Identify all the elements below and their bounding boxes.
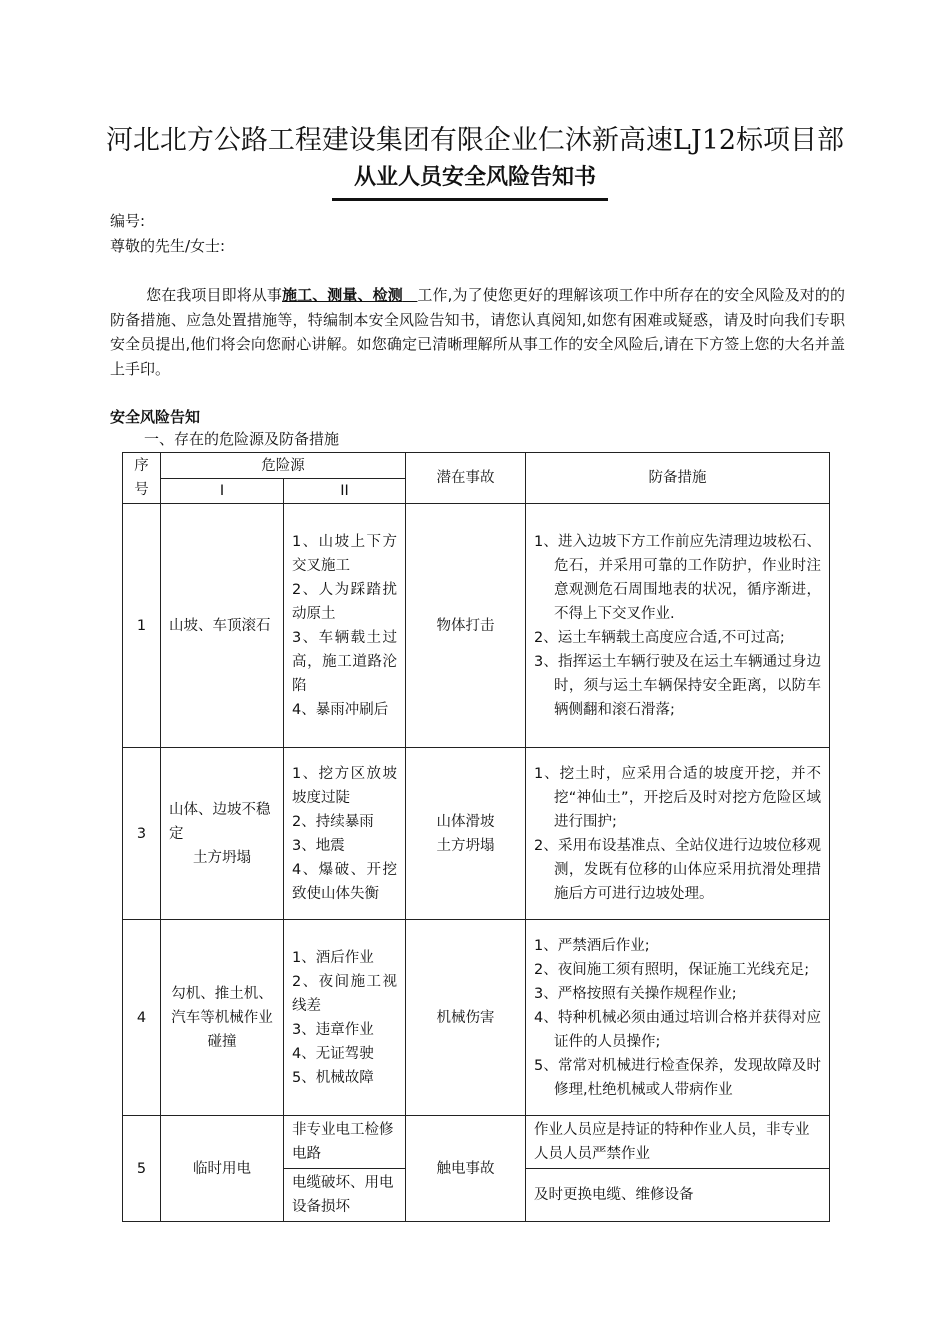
accident-line: 土方坍塌: [436, 837, 495, 854]
accident-type: 触电事故: [406, 1116, 526, 1222]
measure-item: 作业人员应是持证的特种作业人员，非专业人员人员严禁作业: [526, 1116, 830, 1169]
row-no: 5: [123, 1116, 161, 1222]
measure-item: 2、运土车辆载土高度应合适,不可过高;: [534, 629, 785, 646]
measures-list: [526, 920, 830, 1116]
intro-paragraph: [110, 283, 845, 381]
intro-part2: 工作,为了使您更好的理解该项工作中所存在的安全风险及对的的防备措施、应急处置措施等，特编制本安全风险告知书，请您认真阅知,如您有困难或疑惑，请及时向我们专职安全员提出,他们将会向您耐心讲解。如您确定已清晰理解所从事工作的安全风险后,请在下方签上您的大名并盖上手印。: [110, 286, 845, 378]
hazard-cause: 非专业电工检修电路: [284, 1116, 406, 1169]
table-row: [123, 504, 830, 748]
hazard-source-text: 山坡、车顶滚石: [169, 617, 271, 634]
cause-item: 1、挖方区放坡坡度过陡: [292, 765, 397, 806]
hazard-source: 勾机、推土机、汽车等机械作业碰撞: [161, 920, 284, 1116]
cause-item: 3、地震: [292, 837, 345, 854]
row-no: 4: [123, 920, 161, 1116]
section-title: 安全风险告知: [110, 408, 201, 426]
greeting: 尊敬的先生/女士:: [110, 237, 226, 255]
cause-item: 2、夜间施工视线差: [292, 973, 397, 1014]
hazard-causes: [284, 504, 406, 748]
number-label: 编号:: [110, 212, 146, 230]
work-type: 施工、测量、检测: [282, 286, 403, 304]
accident-type: 物体打击: [406, 504, 526, 748]
section-subtitle: 一、存在的危险源及防备措施: [144, 430, 340, 448]
accident-type: 机械伤害: [406, 920, 526, 1116]
hazard-source: [161, 748, 284, 920]
measure-item: 2、夜间施工须有照明，保证施工光线充足;: [534, 961, 810, 978]
accident-type: [406, 748, 526, 920]
work-blank: [403, 286, 418, 304]
measure-item: 1、挖土时，应采用合适的坡度开挖，并不挖“神仙土”，开挖后及时对挖方危险区域进行围护;: [534, 765, 821, 830]
header-no: 序号: [123, 453, 161, 504]
intro-part1: 您在我项目即将从事: [146, 286, 282, 304]
row-no: 3: [123, 748, 161, 920]
measure-item: 4、特种机械必须由通过培训合格并获得对应证件的人员操作;: [534, 1009, 821, 1050]
hazard-source-line: 土方坍塌: [193, 849, 251, 866]
table-row: [123, 920, 830, 1116]
header-hazard: 危险源: [161, 453, 406, 479]
header-measures: 防备措施: [526, 453, 830, 504]
hazard-source: [161, 504, 284, 748]
header-hazard-2: II: [284, 479, 406, 504]
title-underline: [332, 198, 608, 201]
cause-item: 3、车辆载土过高，施工道路沦陷: [292, 629, 397, 694]
cause-item: 5、机械故障: [292, 1069, 374, 1086]
cause-item: 2、人为踩踏扰动原土: [292, 581, 397, 622]
cause-item: 4、暴雨冲刷后: [292, 701, 389, 718]
cause-item: 4、无证驾驶: [292, 1045, 374, 1062]
cause-item: 1、山坡上下方交叉施工: [292, 533, 397, 574]
cause-item: 2、持续暴雨: [292, 813, 374, 830]
cause-item: 3、违章作业: [292, 1021, 374, 1038]
document-title: 河北北方公路工程建设集团有限企业仁沐新高速LJ12标项目部: [105, 125, 845, 156]
cause-item: 1、酒后作业: [292, 949, 374, 966]
measure-item: 3、指挥运土车辆行驶及在运土车辆通过身边时，须与运土车辆保持安全距离，以防车辆侧翻和滚石滑落;: [534, 653, 821, 718]
document-subtitle: 从业人员安全风险告知书: [353, 165, 596, 190]
measure-item: 3、严格按照有关操作规程作业;: [534, 985, 737, 1002]
hazard-causes: [284, 748, 406, 920]
hazard-source: 临时用电: [161, 1116, 284, 1222]
hazard-table: [122, 452, 830, 1222]
hazard-causes: [284, 920, 406, 1116]
row-no: 1: [123, 504, 161, 748]
measure-item: 5、常常对机械进行检查保养，发现故障及时修理,杜绝机械或人带病作业: [534, 1057, 821, 1098]
measures-list: [526, 748, 830, 920]
hazard-source-line: 山体、边坡不稳定: [169, 801, 271, 842]
measure-item: 及时更换电缆、维修设备: [526, 1169, 830, 1222]
header-accident: 潜在事故: [406, 453, 526, 504]
cause-item: 4、爆破、开挖致使山体失衡: [292, 861, 397, 902]
accident-line: 山体滑坡: [436, 813, 495, 830]
measure-item: 1、进入边坡下方工作前应先清理边坡松石、危石，并采用可靠的工作防护，作业时注意观测危石周围地表的状况，循序渐进，不得上下交叉作业.: [534, 533, 821, 622]
table-row: [123, 748, 830, 920]
measure-item: 2、采用布设基准点、全站仪进行边坡位移观测，发既有位移的山体应采用抗滑处理措施后方可进行边坡处理。: [534, 837, 821, 902]
measure-item: 1、严禁酒后作业;: [534, 937, 650, 954]
measures-list: [526, 504, 830, 748]
hazard-cause: 电缆破坏、用电设备损坏: [284, 1169, 406, 1222]
table-row: [123, 1116, 830, 1169]
header-hazard-1: I: [161, 479, 284, 504]
